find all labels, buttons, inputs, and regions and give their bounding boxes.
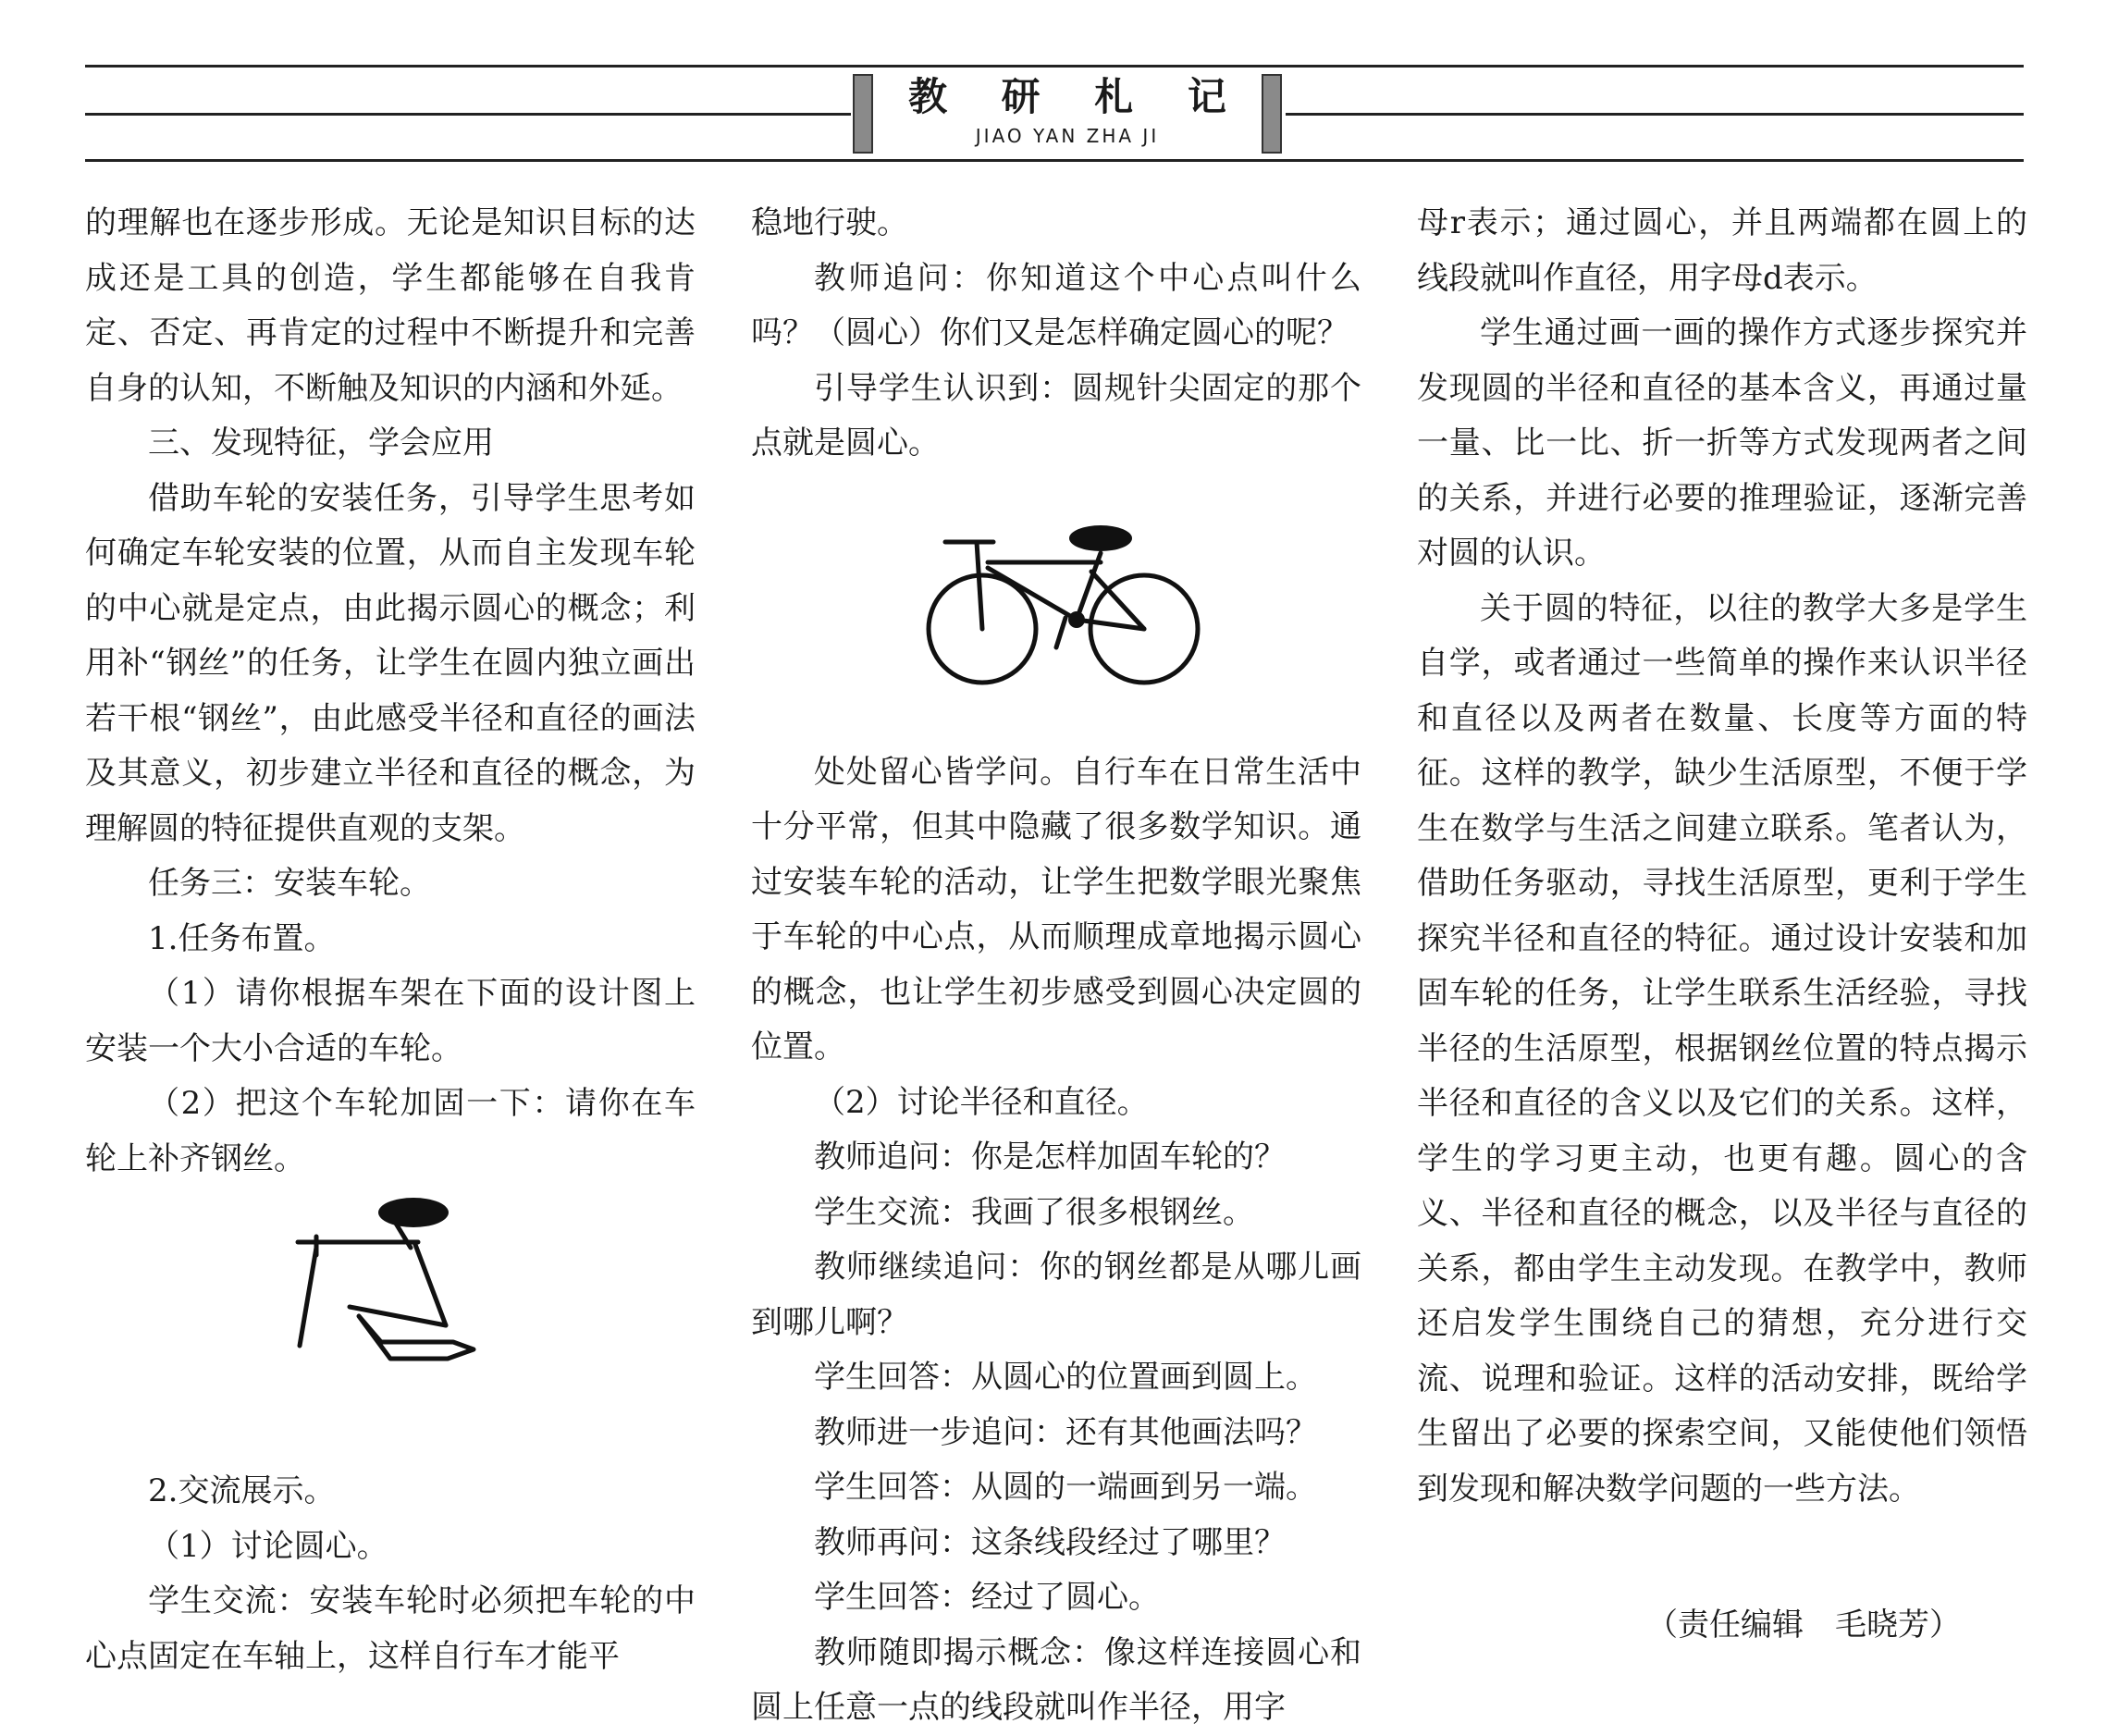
paragraph: 的理解也在逐步形成。无论是知识目标的达成还是工具的创造，学生都能够在自我肯定、否定、再肯定的过程中不断提升和完善自身的认知，不断触及知识的内涵和外延。	[85, 204, 696, 407]
bicycle-figure	[751, 498, 1361, 720]
header-bottom-rule	[85, 159, 2024, 162]
student-answer: 学生回答：经过了圆心。	[814, 1579, 1160, 1616]
task-heading: 任务三：安装车轮。	[148, 865, 431, 902]
header-right-bar	[1262, 74, 1282, 154]
student-answer: 学生交流：我画了很多根钢丝。	[814, 1193, 1254, 1231]
column-3	[1417, 196, 2027, 1517]
list-item: 2.交流展示。	[148, 1472, 336, 1509]
paragraph: 处处留心皆学问。自行车在日常生活中十分平常，但其中隐藏了很多数学知识。通过安装车轮的活动，让学生把数学眼光聚焦于车轮的中心点，从而顺理成章地揭示圆心的概念，也让学生初步感受到圆心决定圆的位置。	[751, 753, 1361, 1065]
teacher-question: 教师进一步追问：还有其他画法吗？	[814, 1413, 1317, 1451]
paragraph: 关于圆的特征，以往的教学大多是学生自学，或者通过一些简单的操作来认识半径和直径以及两者在数量、长度等方面的特征。这样的教学，缺少生活原型，不便于学生在数学与生活之间建立联系。笔者认为，借助任务驱动，寻找生活原型，更利于学生探究半径和直径的特征。通过设计安装和加固车轮的任务，让学生联系生活经验，寻找半径的生活原型，根据钢丝位置的特点揭示半径和直径的含义以及它们的关系。这样，学生的学习更主动，也更有趣。圆心的含义、半径和直径的概念，以及半径与直径的关系，都由学生主动发现。在教学中，教师还启发学生围绕自己的猜想，充分进行交流、说理和验证。这样的活动安排，既给学生留出了必要的探索空间，又能使他们领悟到发现和解决数学问题的一些方法。	[1417, 589, 2027, 1508]
student-answer: 学生回答：从圆心的位置画到圆上。	[814, 1359, 1317, 1396]
paragraph: 学生通过画一画的操作方式逐步探究并发现圆的半径和直径的基本含义，再通过量一量、比一比、折一折等方式发现两者之间的关系，并进行必要的推理验证，逐渐完善对圆的认识。	[1417, 314, 2027, 572]
list-item: （2）讨论半径和直径。	[814, 1083, 1149, 1121]
paragraph: 学生交流：安装车轮时必须把车轮的中心点固定在车轴上，这样自行车才能平	[85, 1582, 696, 1675]
header-left-bar	[853, 74, 873, 154]
paragraph: 借助车轮的安装任务，引导学生思考如何确定车轮安装的位置，从而自主发现车轮的中心就是定点，由此揭示圆心的概念；利用补“钢丝”的任务，让学生在圆内独立画出若干根“钢丝”，由此感受半径和直径的画法及其意义，初步建立半径和直径的概念，为理解圆的特征提供直观的支架。	[85, 479, 696, 847]
teacher-question: 教师继续追问：你的钢丝都是从哪儿画到哪儿啊？	[751, 1249, 1361, 1341]
section-heading: 三、发现特征，学会应用	[148, 425, 494, 462]
responsible-editor: （责任编辑 毛晓芳）	[1646, 1607, 1961, 1644]
list-item: （2）把这个车轮加固一下：请你在车轮上补齐钢丝。	[85, 1085, 696, 1177]
column-subtitle: JIAO YAN ZHA JI	[975, 125, 1160, 147]
paragraph: 引导学生认识到：圆规针尖固定的那个点就是圆心。	[751, 369, 1361, 462]
column-2	[751, 196, 1361, 1736]
teacher-question: 教师追问：你是怎样加固车轮的？	[814, 1139, 1286, 1176]
list-item: 1.任务布置。	[148, 919, 336, 957]
bike-frame-figure	[85, 1187, 696, 1464]
list-item: （1）请你根据车架在下面的设计图上安装一个大小合适的车轮。	[85, 975, 696, 1067]
paragraph: 教师随即揭示概念：像这样连接圆心和圆上任意一点的线段就叫作半径，用字	[751, 1633, 1361, 1726]
student-answer: 学生回答：从圆的一端画到另一端。	[814, 1469, 1317, 1506]
list-item: （1）讨论圆心。	[148, 1527, 388, 1565]
teacher-question: 教师再问：这条线段经过了哪里？	[814, 1523, 1286, 1561]
paragraph: 母r表示；通过圆心，并且两端都在圆上的线段就叫作直径，用字母d表示。	[1417, 204, 2027, 297]
column-1	[85, 196, 696, 1684]
paragraph: 稳地行驶。	[751, 204, 908, 241]
column-title: 教 研 札 记	[908, 74, 1247, 119]
teacher-question: 教师追问：你知道这个中心点叫什么吗？（圆心）你们又是怎样确定圆心的呢？	[751, 259, 1361, 351]
header-top-rule	[85, 65, 2024, 68]
